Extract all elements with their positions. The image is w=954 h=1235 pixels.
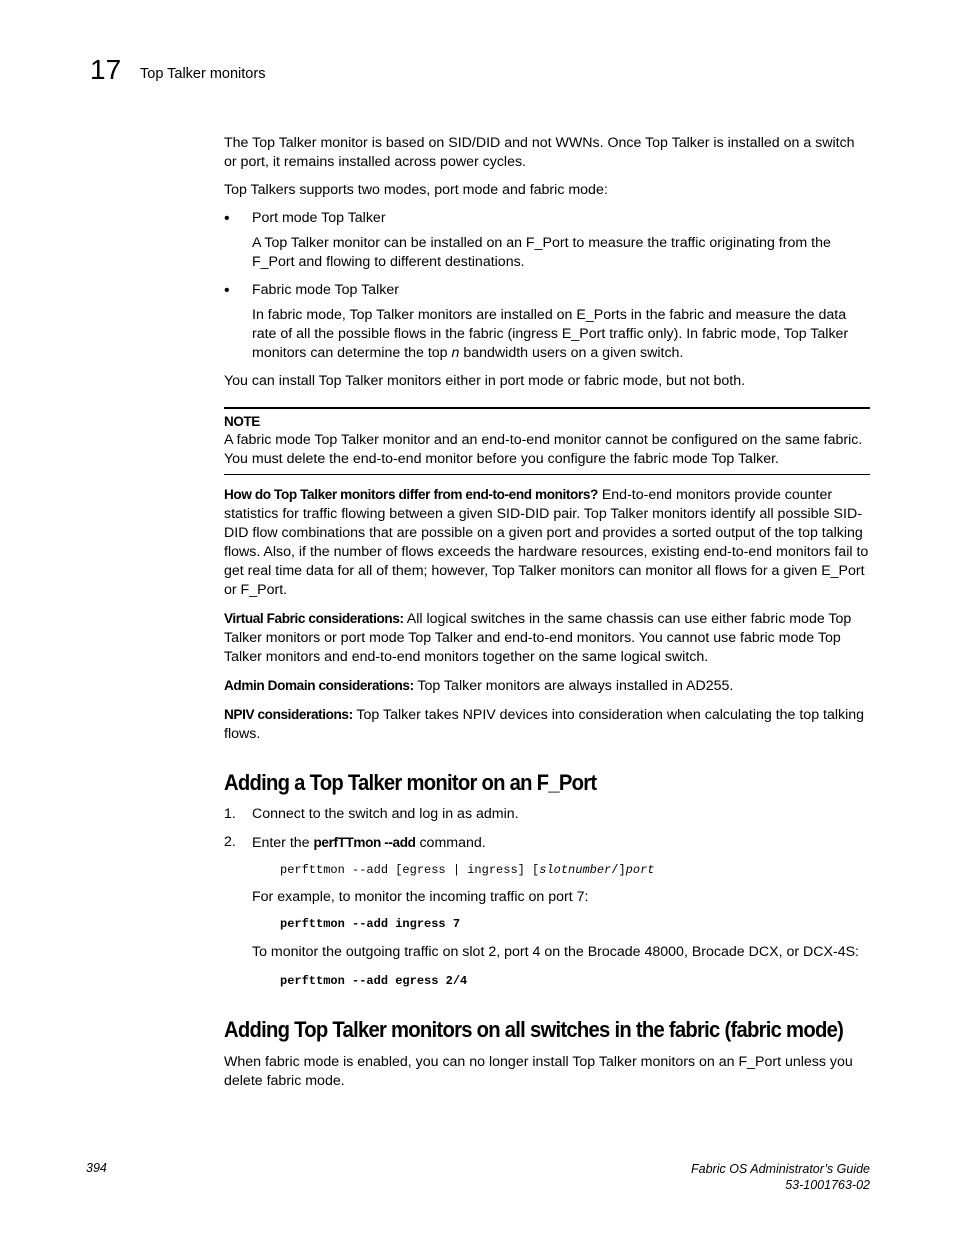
example-command: perfttmon --add ingress 7 [280, 917, 461, 931]
intro-paragraph-2: Top Talkers supports two modes, port mode and fabric mode: [224, 182, 608, 198]
chapter-number: 17 [90, 54, 122, 85]
section-heading-fabric-mode: Adding Top Talker monitors on all switches in the fabric (fabric mode) [224, 1017, 844, 1042]
bullet-fabric-mode [224, 281, 870, 300]
intro-paragraph-3: You can install Top Talker monitors either in port mode or fabric mode, but not both. [224, 373, 746, 389]
step-number: 2. [224, 834, 236, 850]
bullet-title: Fabric mode Top Talker [252, 282, 399, 298]
note-label: NOTE [224, 414, 260, 429]
bullet-port-mode [224, 209, 870, 228]
bullet-dot: • [224, 282, 230, 299]
intro-paragraph-1: The Top Talker monitor is based on SID/DID and not WWNs. Once Top Talker is installed on a switch or port, it remains installed across power cycles. [224, 135, 855, 170]
command-syntax: perfttmon --add [egress | ingress] [slotnumber/]port [280, 863, 655, 877]
example-intro: For example, to monitor the incoming traffic on port 7: [252, 889, 589, 905]
step-text: Connect to the switch and log in as admin. [252, 806, 519, 822]
bullet-title: Port mode Top Talker [252, 210, 386, 226]
example-intro: To monitor the outgoing traffic on slot 2, port 4 on the Brocade 48000, Brocade DCX, or DCX-4S: [252, 944, 859, 960]
step-number: 1. [224, 806, 236, 822]
bullet-body: A Top Talker monitor can be installed on an F_Port to measure the traffic originating from the F_Port and flowing to different destinations. [252, 235, 831, 270]
consideration-paragraph: Admin Domain considerations: Top Talker monitors are always installed in AD255. [224, 678, 734, 694]
note-box [224, 407, 870, 475]
note-text: A fabric mode Top Talker monitor and an end-to-end monitor cannot be configured on the same fabric. You must delete the end-to-end monitor before you configure the fabric mode Top Talker. [224, 432, 863, 467]
running-header-title: Top Talker monitors [140, 66, 266, 82]
consideration-paragraph: Virtual Fabric considerations: All logical switches in the same chassis can use either fabric mode Top Talker monitors or port mode Top Talker and end-to-end monitors. You cannot use fabric mode Top Talker monitors and end-to-end monitors together on the same logical switch. [224, 611, 852, 665]
section-paragraph: When fabric mode is enabled, you can no longer install Top Talker monitors on an F_Port unless you delete fabric mode. [224, 1054, 853, 1089]
page-number: 394 [86, 1161, 107, 1175]
consideration-paragraph: NPIV considerations: Top Talker takes NPIV devices into consideration when calculating the top talking flows. [224, 707, 865, 742]
consideration-paragraph: How do Top Talker monitors differ from end-to-end monitors? End-to-end monitors provide counter statistics for traffic flowing between a given SID-DID pair. Top Talker monitors identify all possible SID-DID flow combinations that are possible on a given port and provides a sorted output of the top talking flows. Also, if the number of flows exceeds the hardware resources, existing end-to-end monitors fail to get real time data for all of them; however, Top Talker monitors can monitor all flows for a given E_Port or F_Port. [224, 487, 869, 598]
bullet-dot: • [224, 210, 230, 227]
section-heading-fport: Adding a Top Talker monitor on an F_Port [224, 770, 597, 795]
step-text: Enter the perfTTmon --add command. [252, 835, 486, 851]
guide-title: Fabric OS Administrator’s Guide [691, 1162, 870, 1176]
doc-number: 53-1001763-02 [785, 1178, 870, 1192]
bullet-body: In fabric mode, Top Talker monitors are installed on E_Ports in the fabric and measure the data rate of all the possible flows in the fabric (ingress E_Port traffic only). In fabric mode, Top Talker monitors can determine the top n bandwidth users on a given switch. [252, 307, 849, 361]
footer-info [691, 1161, 870, 1193]
step-2 [224, 833, 870, 853]
main-content [224, 134, 870, 1091]
step-1 [224, 805, 870, 824]
example-command: perfttmon --add egress 2/4 [280, 974, 468, 988]
